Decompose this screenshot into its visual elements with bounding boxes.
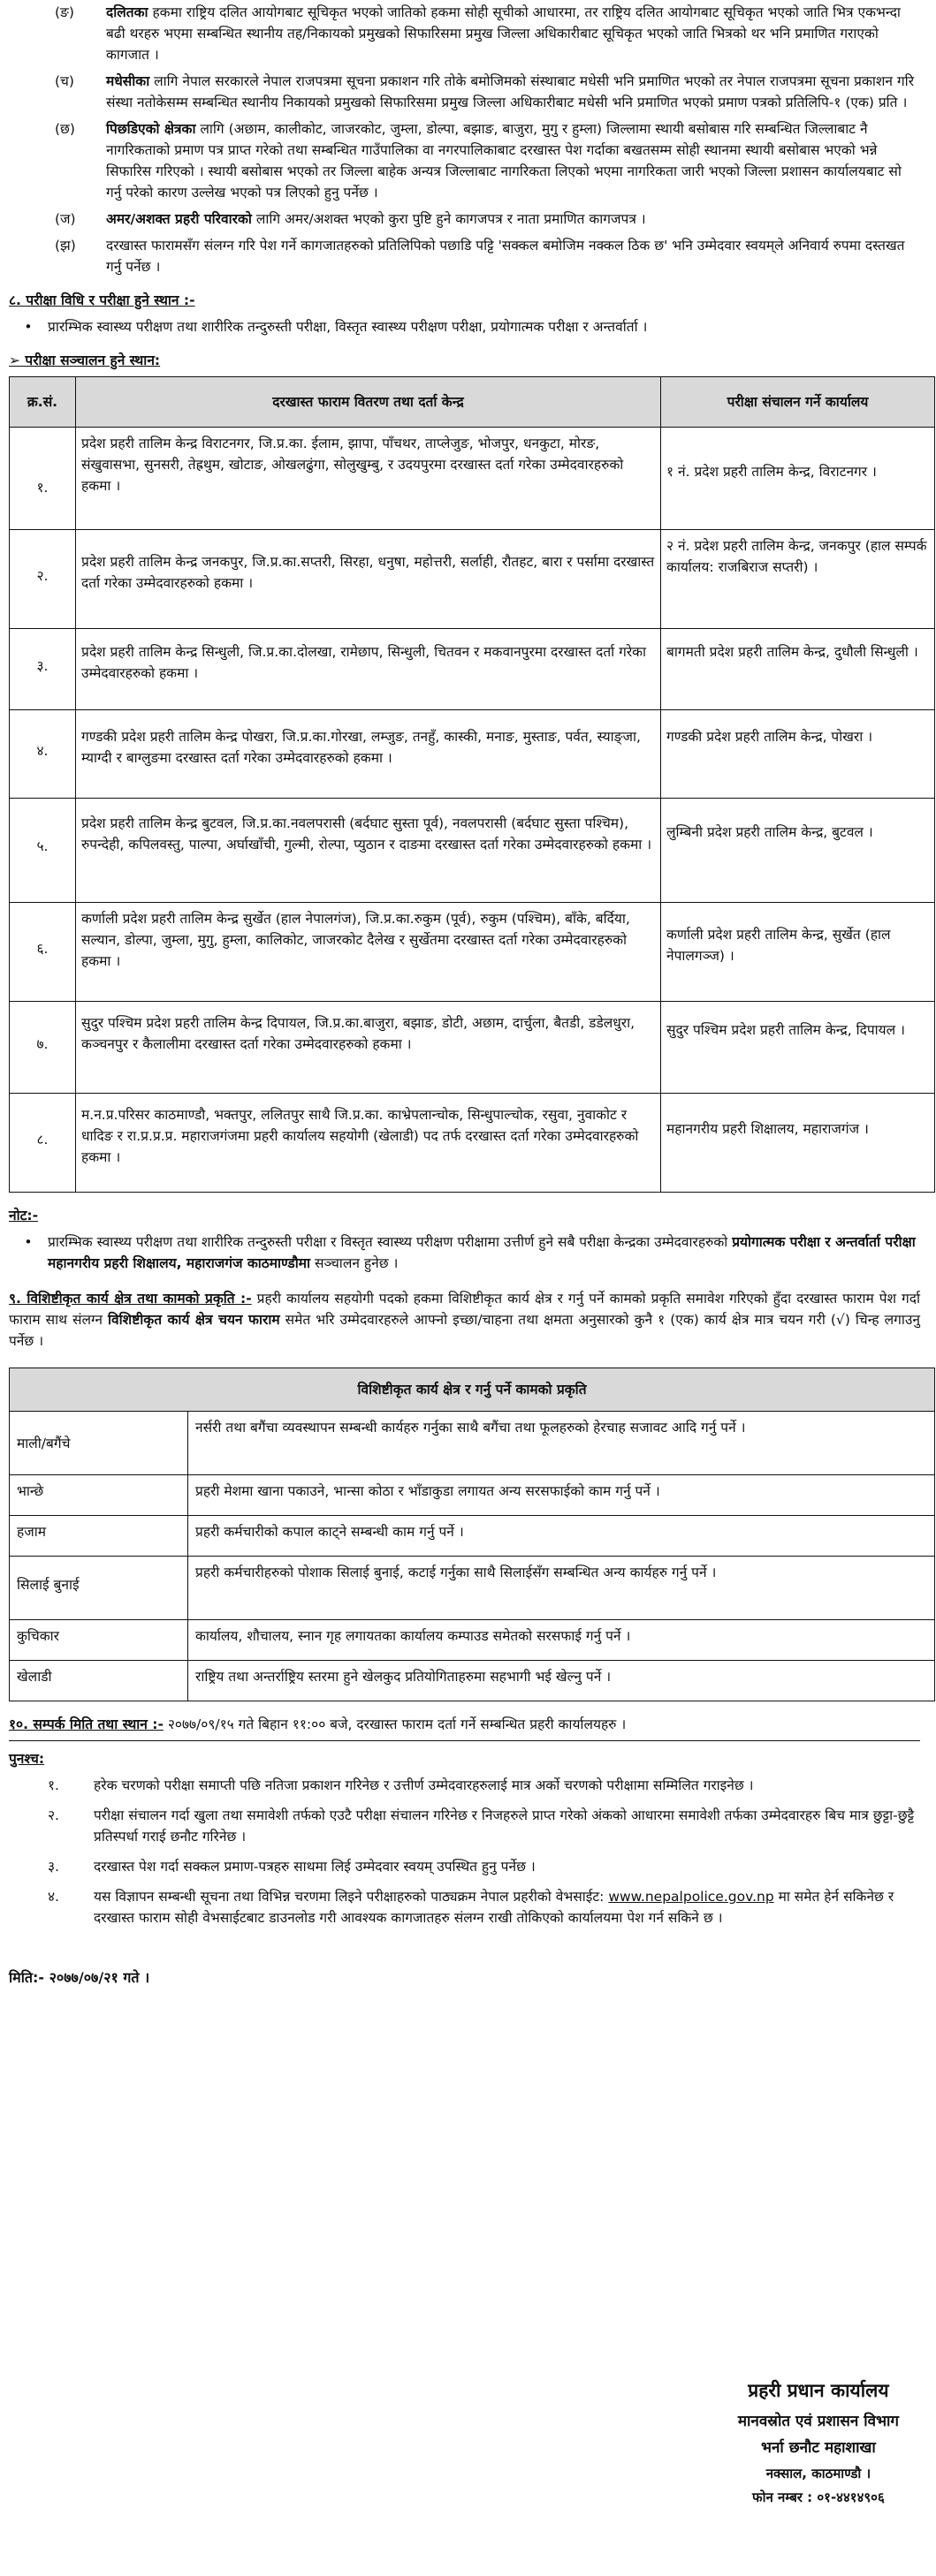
signature-line-5: फोन नम्बर : ०१-४४१४९०६ — [752, 2489, 885, 2505]
item-text: लागि (अछाम, कालीकोट, जाजरकोट, जुम्ला, डोल्पा, बझाङ, बाजुरा, मुगु र हुम्ला) जिल्लामा स्थायी बसोबास गरि सम्बन्धित जिल्लाबाट नै नागरिकताको प्रमाण पत्र प्राप्त गरेको तथा सम्बन्धित गाउँपालिका वा नगरपालिकाबाट दरखास्त पेश गर्दाका बखतसम्म सोही स्थानमा स्थायी बसोबास भएको भन्ने सिफारिस गरिएको । स्थायी बसोबास भएको तर जिल्ला बाहेक अन्यत्र जिल्लाबाट नागरिकता लिएको भएमा नागरिकता जारी भएको जिल्ला प्रशासन कार्यालयबाट सो गर्नु परेको कारण उल्लेख भएको पत्र लिएको हुनु पर्नेछ । — [106, 121, 902, 201]
cell-work-desc: प्रहरी कर्मचारीहरुको पोशाक सिलाई बुनाई, कटाई गर्नुका साथै सिलाईसँग सम्बन्धित अन्य कार्यहरु गर्नु पर्ने । — [188, 1557, 935, 1620]
item-label: (छ) — [55, 121, 75, 138]
table-row — [10, 710, 935, 799]
item-label: (झ) — [55, 238, 76, 254]
table-row — [10, 1094, 935, 1193]
section-9-heading: ९. विशिष्टीकृत कार्य क्षेत्र तथा कामको प्रकृति :- — [9, 1291, 252, 1307]
cell-work-area: खेलाडी — [10, 1661, 188, 1701]
signature-line-1: प्रहरी प्रधान कार्यालय — [748, 2380, 889, 2401]
item-bold: अमर/अशक्त प्रहरी परिवारको — [106, 211, 252, 228]
cell-office: महानगरीय प्रहरी शिक्षालय, महाराजगंज । — [661, 1094, 935, 1193]
cell-work-area: कुचिकार — [10, 1620, 188, 1661]
item-ja — [9, 208, 920, 230]
list-item-text: परीक्षा संचालन गर्दा खुला तथा समावेशी तर्फको एउटै परीक्षा संचालन गरिनेछ र निजहरुले प्राप्त गरेको अंकको आधारमा समावेशी तर्फका उम्मेदवारहरु बिच मात्र छुट्टा-छुट्टै प्रतिस्पर्धा गराई छनौट गरिनेछ । — [94, 1807, 915, 1845]
section-10-text: २०७७/०९/१५ गते बिहान ११:०० बजे, दरखास्त फाराम दर्ता गर्ने सम्बन्धित प्रहरी कार्यालयहरु । — [163, 1716, 627, 1733]
item-text: हकमा राष्ट्रिय दलित आयोगबाट सूचिकृत भएको जातिको हकमा सोही सूचीको आधारमा, तर राष्ट्रिय दलित आयोगबाट सूचिकृत भएको जाति भित्र एकभन्दा बढी थरहरु भएमा सम्बन्धित स्थानीय तह/निकायको प्रमुखको सिफारिसमा प्रमुख जिल्ला अधिकारीबाट सूचिकृत भएको जाति भित्रको थर भनि प्रमाणित गराएको कागजात । — [106, 4, 901, 64]
cell-office: सुदुर पश्चिम प्रदेश प्रहरी तालिम केन्द्र, दिपायल । — [661, 1002, 935, 1094]
list-item-number: १. — [48, 1777, 59, 1794]
cell-work-area: भान्छे — [10, 1475, 188, 1516]
item-text: दरखास्त फारामसँग संलग्न गरि पेश गर्ने कागजातहरुको प्रतिलिपिको पछाडि पट्टि 'सक्कल बमोजिम नक्कल ठिक छ' भनि उम्मेदवार स्वयम्‌ले अनिवार्य रुपमा दस्तखत गर्नु पर्नेछ । — [106, 238, 905, 276]
section-9 — [9, 1288, 920, 1352]
item-cha — [9, 71, 920, 113]
punashcha-heading: पुनश्च: — [9, 1751, 45, 1768]
work-area-table — [9, 1368, 935, 1701]
signature-line-4: नक्साल, काठमाण्डौ । — [765, 2465, 871, 2481]
cell-office: १ नं. प्रदेश प्रहरी तालिम केन्द्र, विराटनगर । — [661, 428, 935, 530]
section-10 — [9, 1714, 920, 1735]
divider — [9, 1740, 920, 1741]
note-heading: नोट:- — [9, 1208, 39, 1224]
table-row — [10, 799, 935, 903]
eligibility-items — [9, 0, 920, 277]
item-bold: पिछडिएको क्षेत्रका — [106, 121, 196, 138]
cell-sn: ५. — [10, 799, 76, 903]
cell-work-area: माली/बगैंचे — [10, 1412, 188, 1475]
section-8-bullet — [9, 316, 920, 337]
list-item — [9, 1805, 920, 1847]
website-link[interactable]: www.nepalpolice.gov.np — [608, 1889, 774, 1905]
cell-work-desc: कार्यालय, शौचालय, स्नान गृह लगायतका कार्यालय कम्पाउड समेतको सरसफाई गर्नु पर्ने । — [188, 1620, 935, 1661]
table-header-row — [10, 1368, 935, 1412]
cell-sn: ८. — [10, 1094, 76, 1193]
table-row — [10, 1557, 935, 1620]
cell-office: कर्णाली प्रदेश प्रहरी तालिम केन्द्र, सुर्खेत (हाल नेपालगञ्ज) । — [661, 903, 935, 1002]
item-text: लागि नेपाल सरकारले नेपाल राजपत्रमा सूचना प्रकाशन गरि तोके बमोजिमको संस्थाबाट मधेसी भनि प्रमाणित भएको तर नेपाल राजपत्रमा सूचना प्रकाशन गरि संस्था नतोकेसम्म सम्बन्धित स्थानीय निकायको प्रमुखको सिफारिसमा प्रमुख जिल्ला अधिकारीबाट मधेसी भनि प्रमाणित भएको प्रमाण पत्रको प्रतिलिपि-१ (एक) प्रति । — [106, 73, 915, 111]
cell-sn: ७. — [10, 1002, 76, 1094]
cell-center: गण्डकी प्रदेश प्रहरी तालिम केन्द्र पोखरा, जि.प्र.का.गोरखा, लम्जुङ, तनहुँ, कास्की, मनाङ, मुस्ताङ, पर्वत, स्याङ्जा, म्याग्दी र बाग्लुङमा दरखास्त दर्ता गरेका उम्मेदवारहरुको हकमा । — [76, 710, 661, 799]
table-row — [10, 1412, 935, 1475]
list-item-text: दरखास्त पेश गर्दा सक्कल प्रमाण-पत्रहरु साथमा लिई उम्मेदवार स्वयम् उपस्थित हुनु पर्नेछ । — [94, 1859, 536, 1875]
section-9-text-end: समेत भरि उम्मेदवारहरुले आफ्नो इच्छा/चाहना तथा क्षमता अनुसारको कुनै १ (एक) कार्य क्षेत्र मात्र चयन गरी (√) चिन्ह लगाउनु पर्नेछ । — [9, 1312, 920, 1350]
cell-work-area: हजाम — [10, 1516, 188, 1557]
table-row — [10, 530, 935, 629]
table-header-row — [10, 377, 935, 428]
cell-center: प्रदेश प्रहरी तालिम केन्द्र विराटनगर, जि.प्र.का. ईलाम, झापा, पाँचथर, ताप्लेजुङ, भोजपुर, धनकुटा, मोरङ, संखुवासभा, सुनसरी, तेह्रथुम, खोटाङ, ओखलढुंगा, सोलुखुम्बु, र उदयपुरमा दरखास्त दर्ता गरेका उम्मेदवारहरुको हकमा । — [76, 428, 661, 530]
item-chha — [9, 118, 920, 203]
col-header-sn: क्र.सं. — [10, 377, 76, 428]
item-jha — [9, 235, 920, 277]
cell-work-desc: राष्ट्रिय तथा अन्तर्राष्ट्रिय स्तरमा हुने खेलकुद प्रतियोगिताहरुमा सहभागी भई खेल्नु पर्ने । — [188, 1661, 935, 1701]
cell-center: प्रदेश प्रहरी तालिम केन्द्र सिन्धुली, जि.प्र.का.दोलखा, रामेछाप, सिन्धुली, चितवन र मकवानपुरमा दरखास्त दर्ता गरेका उम्मेदवारहरुको हकमा । — [76, 629, 661, 710]
cell-center: कर्णाली प्रदेश प्रहरी तालिम केन्द्र सुर्खेत (हाल नेपालगंज), जि.प्र.का.रुकुम (पूर्व), रुकुम (पश्चिम), बाँके, बर्दिया, सल्यान, डोल्पा, जुम्ला, मुगु, हुम्ला, कालिकोट, जाजरकोट दैलेख र सुर्खेतमा दरखास्त दर्ता गरेका उम्मेदवारहरुको हकमा । — [76, 903, 661, 1002]
bullet-icon: • — [24, 319, 33, 336]
col-header-center: दरखास्त फाराम वितरण तथा दर्ता केन्द्र — [76, 377, 661, 428]
item-text: लागि अमर/अशक्त भएको कुरा पुष्टि हुने कागजपत्र र नाता प्रमाणित कागजपत्र । — [251, 211, 646, 228]
item-label: (ज) — [55, 211, 76, 228]
signature-line-2: मानवस्रोत एवं प्रशासन विभाग — [737, 2412, 899, 2430]
exam-venue-heading: ➢ परीक्षा सञ्चालन हुने स्थान: — [9, 352, 161, 369]
section-8-heading: ८. परीक्षा विधि र परीक्षा हुने स्थान :- — [9, 292, 195, 309]
item-label: (च) — [55, 73, 74, 90]
note-bold: प्रयोगात्मक परीक्षा र अन्तर्वार्ता परीक्षा महानगरीय प्रहरी शिक्षालय, महाराजगंज काठमाण्डौमा — [48, 1234, 916, 1272]
list-item — [9, 1775, 920, 1796]
cell-sn: १. — [10, 428, 76, 530]
table-row — [10, 1002, 935, 1094]
cell-office: लुम्बिनी प्रदेश प्रहरी तालिम केन्द्र, बुटवल । — [661, 799, 935, 903]
notice-date: मिति:- २०७७/०७/२१ गते । — [9, 1969, 150, 1987]
list-item — [9, 1856, 920, 1877]
punashcha-list — [9, 1775, 920, 1928]
cell-office: २ नं. प्रदेश प्रहरी तालिम केन्द्र, जनकपुर (हाल सम्पर्क कार्यालय: राजबिराज सप्तरी) । — [661, 530, 935, 629]
col-header-office: परीक्षा संचालन गर्ने कार्यालय — [661, 377, 935, 428]
table-row — [10, 1620, 935, 1661]
cell-center: म.न.प्र.परिसर काठमाण्डौ, भक्तपुर, ललितपुर साथै जि.प्र.का. काभ्रेपलान्चोक, सिन्धुपाल्चोक, रसुवा, नुवाकोट र धादिङ र रा.प्र.प्र.प्र. महाराजगंजमा प्रहरी कार्यालय सहयोगी (खेलाडी) पद तर्फ दरखास्त दर्ता गरेका उम्मेदवारहरुको हकमा । — [76, 1094, 661, 1193]
cell-center: सुदुर पश्चिम प्रदेश प्रहरी तालिम केन्द्र दिपायल, जि.प्र.का.बाजुरा, बझाङ, डोटी, अछाम, दार्चुला, बैतडी, डडेलधुरा, कञ्चनपुर र कैलालीमा दरखास्त दर्ता गरेका उम्मेदवारहरुको हकमा । — [76, 1002, 661, 1094]
table-row — [10, 1661, 935, 1701]
cell-center: प्रदेश प्रहरी तालिम केन्द्र जनकपुर, जि.प्र.का.सप्तरी, सिरहा, धनुषा, महोत्तरी, सर्लाही, रौतहट, बारा र पर्सामा दरखास्त दर्ता गरेका उम्मेदवारहरुको हकमा । — [76, 530, 661, 629]
list-item-number: ३. — [48, 1859, 59, 1875]
item-bold: मधेसीका — [106, 73, 150, 90]
table-row — [10, 1516, 935, 1557]
list-item-text: हरेक चरणको परीक्षा समाप्ती पछि नतिजा प्रकाशन गरिनेछ र उत्तीर्ण उम्मेदवारहरुलाई मात्र अर्को चरणको परीक्षामा सम्मिलित गराइनेछ । — [94, 1777, 754, 1794]
list-item-number: २. — [48, 1807, 59, 1824]
bullet-text: प्रारम्भिक स्वास्थ्य परीक्षण तथा शारीरिक तन्दुरुस्ती परीक्षा, विस्तृत स्वास्थ्य परीक्षण परीक्षा, प्रयोगात्मक परीक्षा र अन्तर्वार्ता । — [48, 319, 648, 336]
cell-work-desc: प्रहरी मेशमा खाना पकाउने, भान्सा कोठा र भाँडाकुडा लगायत अन्य सरसफाईको काम गर्नु पर्ने । — [188, 1475, 935, 1516]
item-label: (ङ) — [55, 4, 74, 20]
cell-sn: ६. — [10, 903, 76, 1002]
cell-sn: ४. — [10, 710, 76, 799]
note-text-end: सञ्चालन हुनेछ । — [310, 1255, 399, 1272]
section-10-heading: १०. सम्पर्क मिति तथा स्थान :- — [9, 1716, 164, 1733]
note-bullet — [9, 1231, 920, 1274]
cell-office: गण्डकी प्रदेश प्रहरी तालिम केन्द्र, पोखरा । — [661, 710, 935, 799]
section-9-text: प्रहरी कार्यालय सहयोगी पदको हकमा विशिष्टीकृत कार्य क्षेत्र र गर्नु पर्ने कामको प्रकृति समावेश गरिएको हुँदा दरखास्त फाराम पेश गर्दा फाराम साथ संलग्न — [9, 1291, 921, 1329]
list-item-number: ४. — [48, 1889, 59, 1905]
cell-work-desc: प्रहरी कर्मचारीको कपाल काट्ने सम्बन्धी काम गर्नु पर्ने । — [188, 1516, 935, 1557]
list-item-text: यस विज्ञापन सम्बन्धी सूचना तथा विभिन्न चरणमा लिइने परीक्षाहरुको पाठ्यक्रम नेपाल प्रहरीको वेभसाईट: — [94, 1889, 605, 1905]
signature-line-3: भर्ना छनौट महाशाखा — [761, 2439, 876, 2458]
exam-venue-table — [9, 376, 935, 1193]
bullet-icon: • — [24, 1234, 33, 1251]
cell-sn: २. — [10, 530, 76, 629]
list-item-text-end: मा समेत हेर्न सकिनेछ र दरखास्त फाराम सोही वेभसाईटबाट डाउनलोड गरी आवश्यक कागजातहरु संलग्न राखी तोकिएको कार्यालयमा पेश गर्न सकिने छ । — [94, 1889, 894, 1927]
cell-work-desc: नर्सरी तथा बगैंचा व्यवस्थापन सम्बन्धी कार्यहरु गर्नुका साथै बगैंचा तथा फूलहरुको हेरचाह सजावट आदि गर्नु पर्ने । — [188, 1412, 935, 1475]
cell-sn: ३. — [10, 629, 76, 710]
cell-center: प्रदेश प्रहरी तालिम केन्द्र बुटवल, जि.प्र.का.नवलपरासी (बर्दघाट सुस्ता पूर्व), नवलपरासी (बर्दघाट सुस्ता पश्चिम), रुपन्देही, कपिलवस्तु, पाल्पा, अर्घाखाँची, गुल्मी, रोल्पा, प्युठान र दाङमा दरखास्त दर्ता गरेका उम्मेदवारहरुको हकमा । — [76, 799, 661, 903]
table-row — [10, 629, 935, 710]
table-row — [10, 903, 935, 1002]
cell-work-area: सिलाई बुनाई — [10, 1557, 188, 1620]
item-bold: दलितका — [106, 4, 148, 20]
signature-block — [738, 2375, 899, 2510]
note-text: प्रारम्भिक स्वास्थ्य परीक्षण तथा शारीरिक तन्दुरुस्ती परीक्षा र विस्तृत स्वास्थ्य परीक्षण परीक्षामा उत्तीर्ण हुने सबै परीक्षा केन्द्रका उम्मेदवारहरुको — [48, 1234, 733, 1251]
list-item — [9, 1886, 920, 1928]
table-row — [10, 428, 935, 530]
work-area-header: विशिष्टीकृत कार्य क्षेत्र र गर्नु पर्ने कामको प्रकृति — [10, 1368, 935, 1412]
item-nga — [9, 2, 920, 65]
cell-office: बागमती प्रदेश प्रहरी तालिम केन्द्र, दुधौली सिन्धुली । — [661, 629, 935, 710]
table-row — [10, 1475, 935, 1516]
section-9-bold: विशिष्टीकृत कार्य क्षेत्र चयन फाराम — [108, 1312, 280, 1329]
